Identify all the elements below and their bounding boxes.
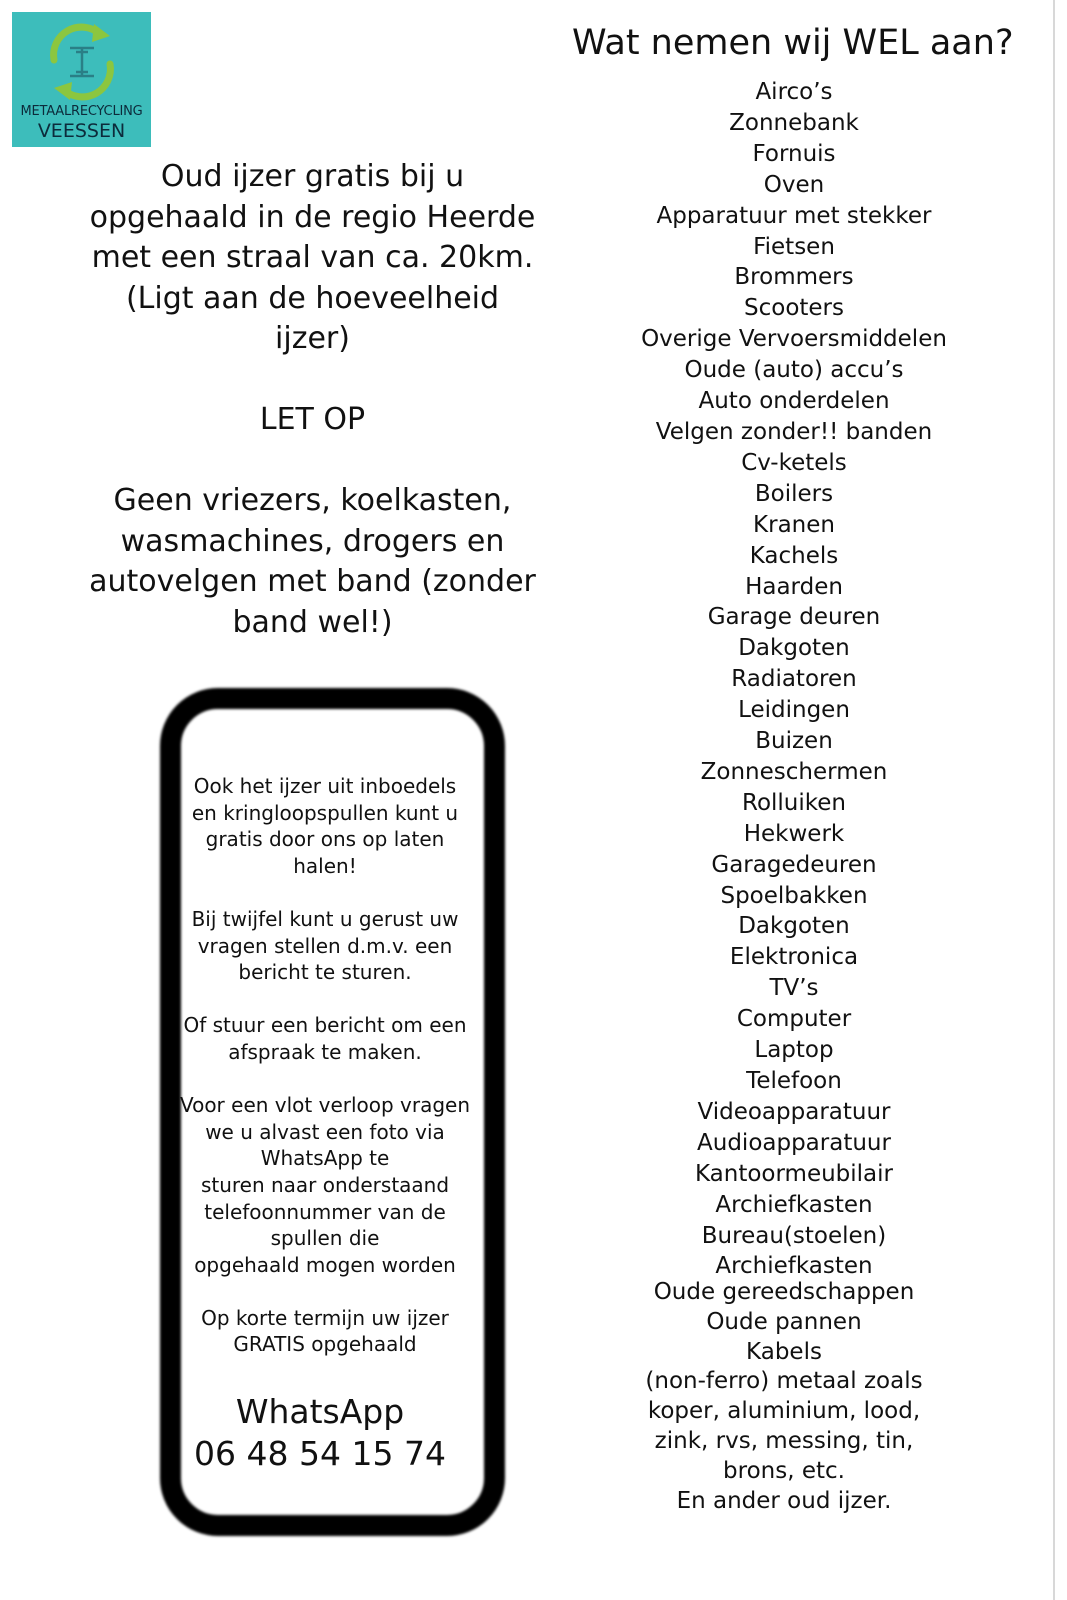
accepted-item: Kabels [746,1338,822,1365]
spacer [176,1066,474,1093]
accepted-item: Kranen [753,511,835,538]
info-line: vragen stellen d.m.v. een [197,933,453,958]
accepted-item: Videoapparatuur [697,1098,891,1125]
spacer [176,986,474,1013]
accepted-item: Leidingen [738,697,850,724]
accepted-item: Laptop [754,1037,834,1064]
accepted-item: Boilers [754,480,834,507]
whatsapp-label: WhatsApp [235,1392,405,1431]
info-line: sturen naar onderstaand [200,1172,450,1197]
accepted-item: Kachels [749,542,839,569]
info-line: Of stuur een bericht om een [183,1013,467,1038]
accepted-heading: Wat nemen wij WEL aan? [572,23,1014,63]
accepted-item: Fornuis [752,140,836,167]
accepted-item: Garage deuren [707,604,881,631]
accepted-item: Velgen zonder!! banden [655,418,933,445]
info-line: spullen die [270,1226,380,1251]
accepted-item: Computer [736,1006,852,1033]
notice-line: Geen vriezers, koelkasten, [113,483,512,518]
notice-line: band wel!) [232,604,393,640]
accepted-item: Scooters [744,295,844,322]
info-line: Ook het ijzer uit inboedels [193,774,457,798]
intro-line: Oud ijzer gratis bij u [160,159,465,194]
accepted-item: Bureau(stoelen) [701,1222,887,1249]
info-line: Voor een vlot verloop vragen [179,1093,471,1118]
accepted-item: Haarden [745,573,843,600]
info-line: opgehaald mogen worden [194,1252,456,1277]
info-line: GRATIS opgehaald [233,1332,417,1357]
info-line: bericht te sturen. [238,960,412,985]
accepted-item: Archiefkasten [715,1253,873,1280]
accepted-item: Airco’s [755,79,833,105]
accepted-item: Overige Vervoersmiddelen [641,326,947,353]
accepted-item: Archiefkasten [715,1191,873,1218]
accepted-item: Zonnebank [729,109,859,136]
notice-title: LET OP [259,402,366,437]
info-line: Bij twijfel kunt u gerust uw [191,906,459,931]
logo-text-line1: METAALRECYCLING [20,104,143,119]
accepted-item: Radiatoren [731,666,857,693]
accepted-item: Telefoon [746,1068,842,1094]
accepted-item: TV’s [769,975,819,1002]
accepted-item: Elektronica [729,944,859,971]
accepted-item: zink, rvs, messing, tin, [654,1427,914,1454]
accepted-item: Dakgoten [738,635,850,662]
accepted-item: Buizen [755,728,833,755]
accepted-item: (non-ferro) metaal zoals [645,1368,923,1395]
logo [12,12,151,147]
page-edge-line [1053,0,1055,1600]
accepted-item: Apparatuur met stekker [656,202,932,229]
accepted-item: Kantoormeubilair [694,1160,893,1187]
accepted-item: Fietsen [753,233,835,260]
accepted-item: brons, etc. [723,1457,845,1484]
accepted-item: Oven [763,171,825,198]
accepted-item: Cv-ketels [741,449,847,476]
info-line: WhatsApp te [260,1146,390,1171]
info-line: en kringloopspullen kunt u [191,800,459,825]
accepted-item: Hekwerk [743,820,845,847]
accepted-item: Oude pannen [706,1308,862,1335]
accepted-item: koper, aluminium, lood, [647,1398,921,1425]
logo-text-line2: VEESSEN [37,120,126,142]
intro-line: ijzer) [275,321,350,356]
accepted-item: Garagedeuren [711,851,877,878]
notice-line: autovelgen met band (zonder [89,564,536,599]
intro-line: (Ligt aan de hoeveelheid [125,280,500,316]
accepted-item: Audioapparatuur [697,1129,891,1156]
accepted-items-list [594,77,994,1282]
whatsapp-phone-number: 06 48 54 15 74 [194,1434,446,1473]
accepted-items-tail-list [584,1278,984,1516]
info-line: gratis door ons op laten [205,827,445,852]
accepted-item: Rolluiken [742,789,846,816]
accepted-item: En ander oud ijzer. [676,1487,892,1514]
spacer [60,360,565,401]
info-line: Op korte termijn uw ijzer [201,1305,449,1330]
info-box-text [176,773,474,1358]
info-line: we u alvast een foto via [205,1119,445,1144]
intro-section [60,157,565,643]
accepted-item: Zonneschermen [700,758,888,785]
spacer [60,441,565,482]
accepted-item: Dakgoten [738,913,850,940]
accepted-item: Oude gereedschappen [653,1279,915,1305]
recycle-steel-beam-icon [42,20,122,104]
accepted-item: Spoelbakken [720,882,868,909]
accepted-item: Auto onderdelen [698,388,890,415]
info-line: halen! [293,853,357,878]
spacer [176,879,474,906]
info-line: afspraak te maken. [228,1039,422,1064]
accepted-item: Brommers [734,264,854,291]
info-line: telefoonnummer van de [204,1199,446,1224]
intro-line: met een straal van ca. 20km. [91,240,534,275]
accepted-item: Oude (auto) accu’s [684,357,904,384]
intro-line: opgehaald in de regio Heerde [89,199,536,235]
notice-line: wasmachines, drogers en [120,523,505,559]
spacer [176,1278,474,1305]
